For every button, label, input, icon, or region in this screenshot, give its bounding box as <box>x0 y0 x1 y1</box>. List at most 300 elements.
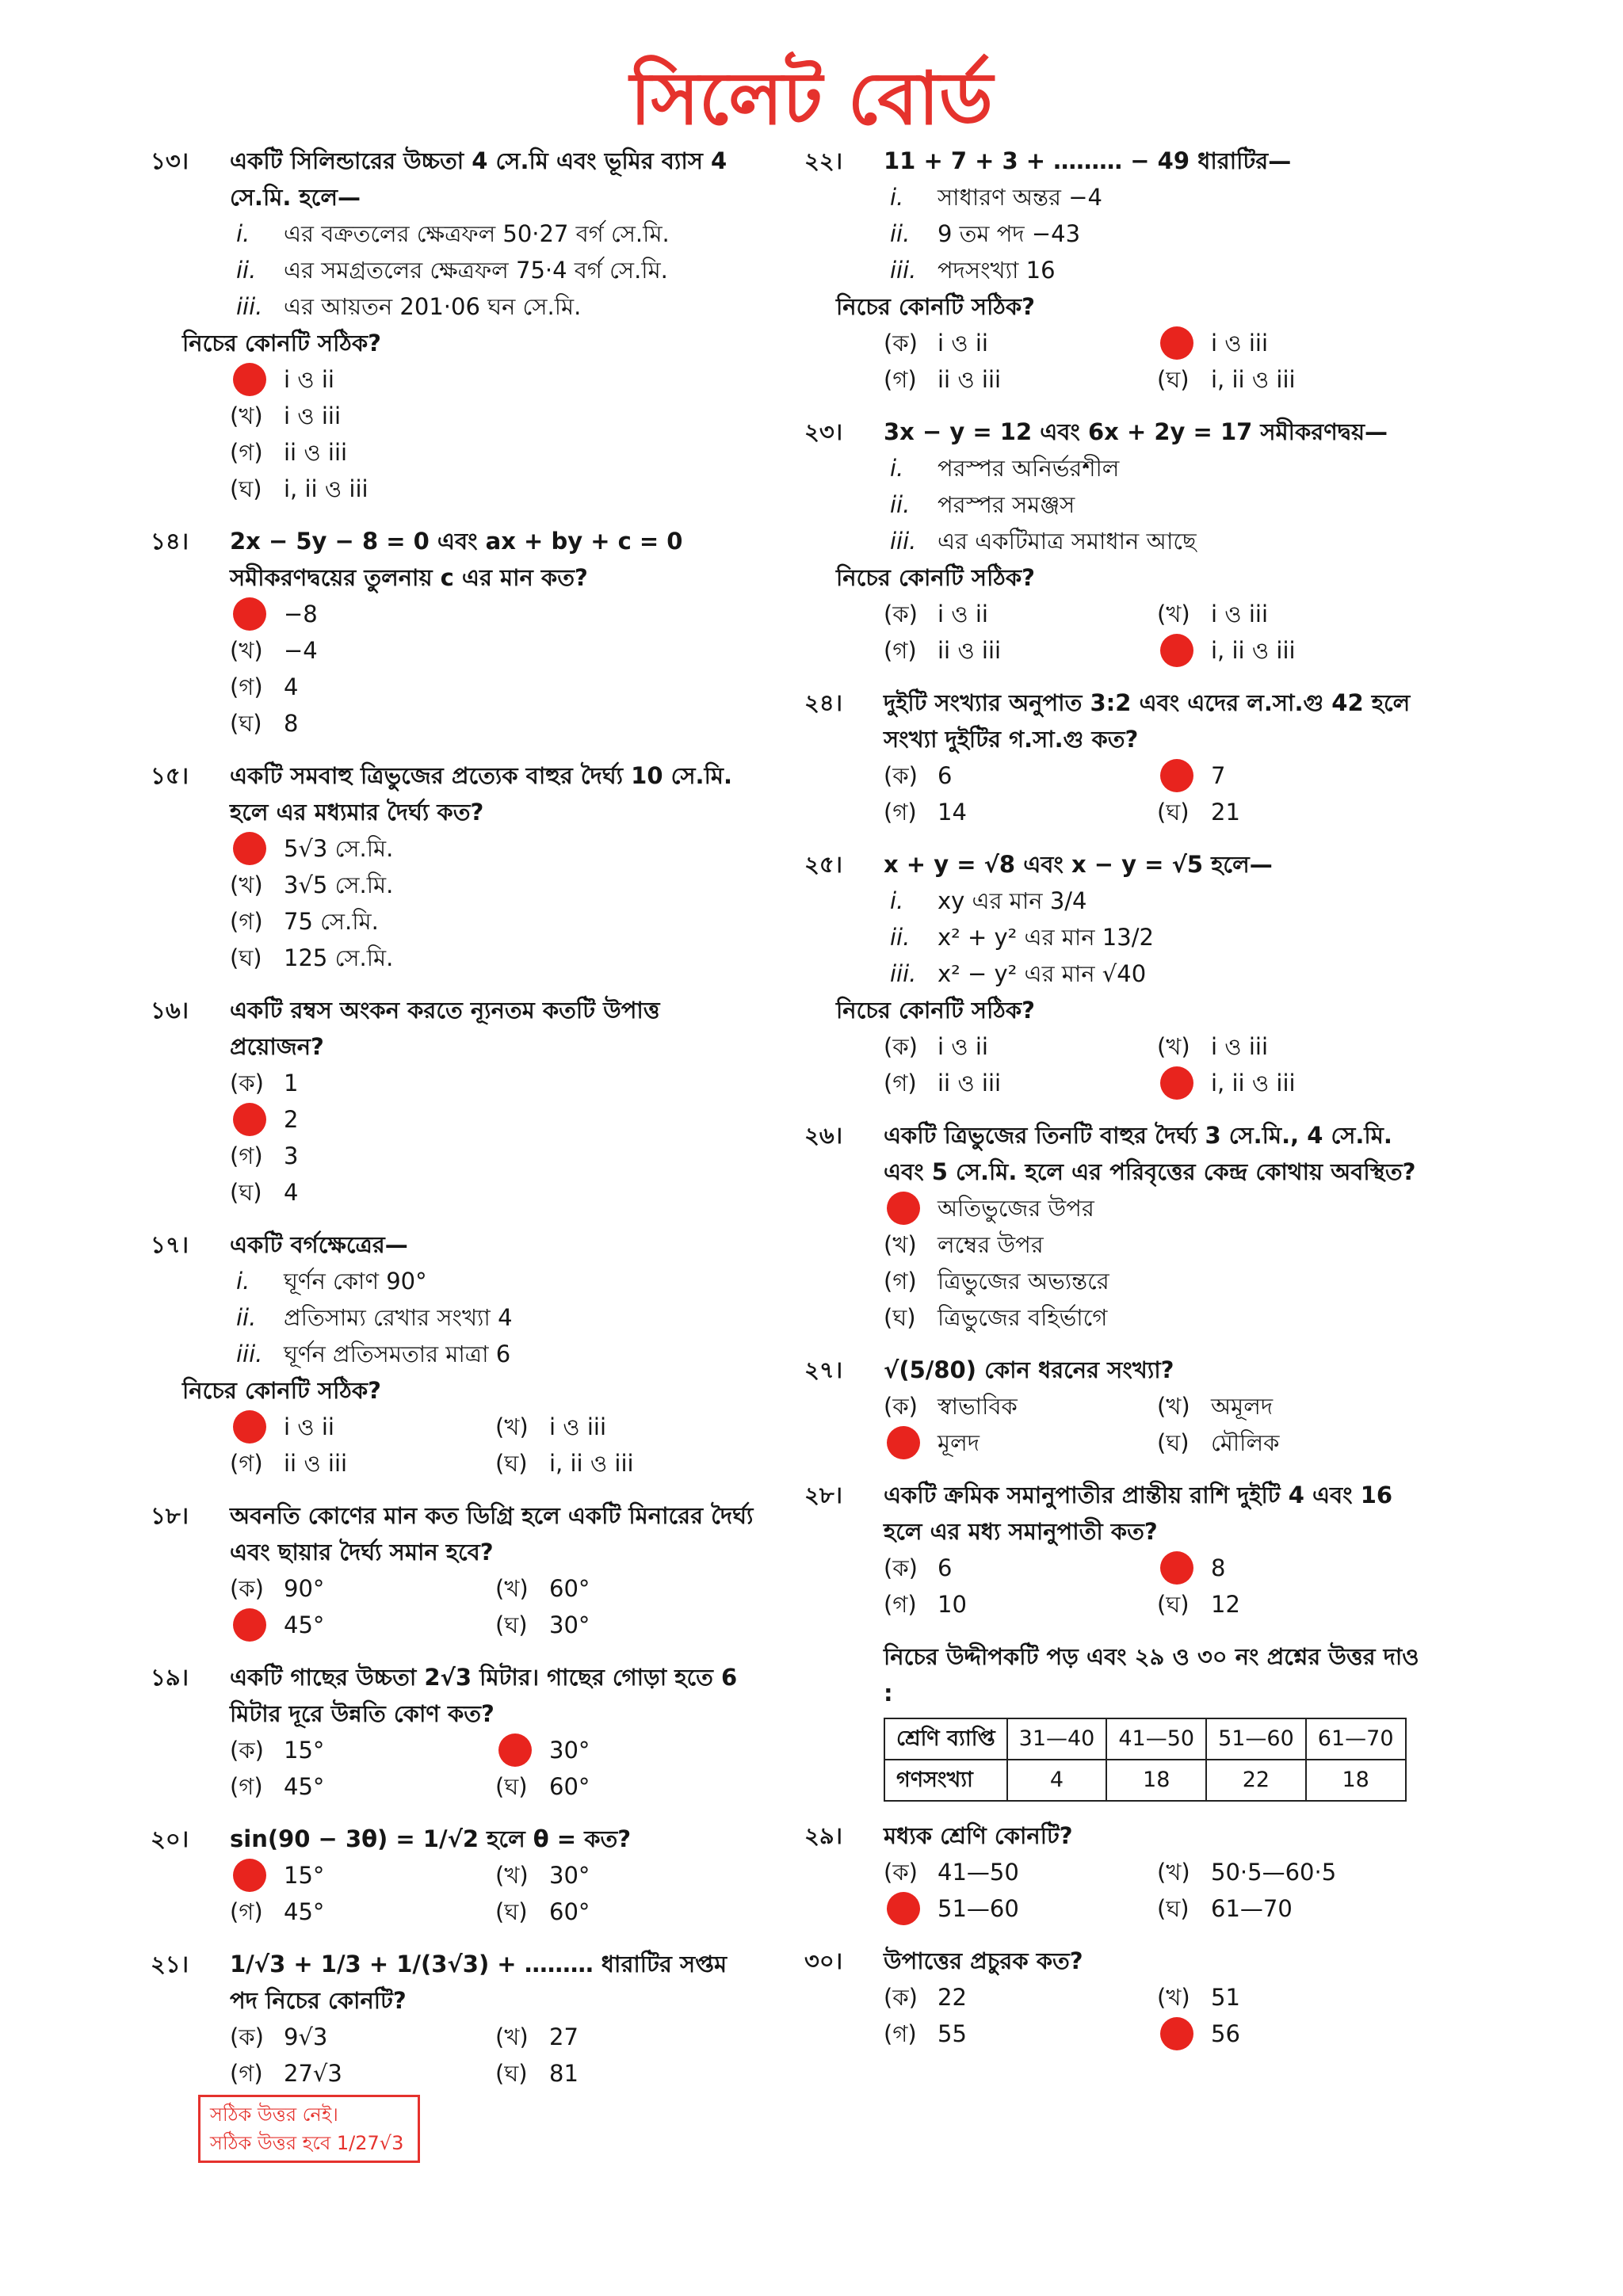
option-label: (খ) <box>495 1413 529 1440</box>
option-text: i ও ii <box>938 1033 988 1060</box>
option-text: ii ও iii <box>938 366 1002 393</box>
question-stem: একটি গাছের উচ্চতা 2√3 মিটার। গাছের গোড়া হতে 6 মিটার দূরে উন্নতি কোণ কত? <box>230 1664 738 1727</box>
right-column <box>804 143 1430 2068</box>
statement-text: পরস্পর সমঞ্জস <box>938 491 1075 518</box>
statement-row <box>230 1336 761 1372</box>
answer-option <box>1157 1890 1430 1927</box>
option-text: 41—50 <box>938 1859 1019 1886</box>
option-label: (গ) <box>884 2020 917 2047</box>
correct-answer-marker <box>887 1892 920 1925</box>
question-number: ২৪। <box>804 689 843 716</box>
option-text: 8 <box>284 710 299 737</box>
question-number: ২৭। <box>804 1356 843 1383</box>
option-text: 6 <box>938 762 953 789</box>
correct-answer-marker <box>233 1103 266 1136</box>
option-text: ii ও iii <box>284 1450 348 1477</box>
question-stem: উপাত্তের প্রচুরক কত? <box>884 1947 1083 1974</box>
option-text: i ও iii <box>549 1413 607 1440</box>
correct-answer-marker <box>233 597 266 631</box>
option-text: 56 <box>1211 2020 1240 2047</box>
option-label: (গ) <box>884 799 917 826</box>
table-cell: 51—60 <box>1206 1718 1306 1760</box>
correct-answer-marker <box>887 1192 920 1225</box>
question-item <box>151 757 761 976</box>
correct-answer-marker <box>233 1410 266 1444</box>
answer-option <box>884 632 1157 669</box>
option-label: (গ) <box>884 1070 917 1097</box>
option-text: i ও iii <box>1211 330 1269 357</box>
answer-option <box>495 1570 761 1607</box>
option-label: (গ) <box>230 1898 263 1925</box>
question-item <box>804 1817 1430 1927</box>
question-stem: একটি ত্রিভুজের তিনটি বাহুর দৈর্ঘ্য 3 সে.মি., 4 সে.মি. এবং 5 সে.মি. হলে এর পরিবৃত্তের কেন্দ্র কোথায় অবস্থিত? <box>884 1122 1416 1185</box>
question-stem: মধ্যক শ্রেণি কোনটি? <box>884 1822 1073 1849</box>
statement-numeral: iii. <box>236 293 263 320</box>
correct-answer-marker <box>1160 759 1193 792</box>
option-text: 9√3 <box>284 2023 328 2050</box>
options-grid <box>230 1065 761 1211</box>
option-text: 61—70 <box>1211 1895 1293 1922</box>
answer-option <box>1157 1586 1430 1623</box>
option-text: 27 <box>549 2023 579 2050</box>
option-label: (গ) <box>230 1142 263 1169</box>
question-item <box>804 685 1430 830</box>
question-number: ২৮। <box>804 1482 843 1508</box>
statement-numeral: ii. <box>890 220 911 247</box>
left-column <box>151 143 761 2179</box>
answer-option <box>1157 2016 1430 2052</box>
question-stem: 2x − 5y − 8 = 0 এবং ax + by + c = 0 সমীকরণদ্বয়ের তুলনায় c এর মান কত? <box>230 528 683 591</box>
correct-answer-marker <box>1160 1066 1193 1100</box>
option-text: 4 <box>284 1179 299 1206</box>
option-label: (গ) <box>884 1268 917 1295</box>
answer-option <box>230 2055 495 2092</box>
statement-numeral: i. <box>890 184 904 211</box>
answer-option <box>884 325 1157 361</box>
answer-option <box>884 1065 1157 1101</box>
question-number: ২৬। <box>804 1122 843 1149</box>
answer-option <box>884 1979 1157 2016</box>
option-text: 7 <box>1211 762 1226 789</box>
answer-option <box>230 2019 495 2055</box>
answer-option <box>1157 1065 1430 1101</box>
option-label: (ক) <box>230 1737 264 1764</box>
answer-option <box>230 1065 761 1101</box>
statement-text: ঘূর্ণন প্রতিসমতার মাত্রা 6 <box>284 1341 511 1367</box>
statement-text: পদসংখ্যা 16 <box>938 257 1056 284</box>
answer-option <box>495 1857 761 1894</box>
answer-option <box>1157 794 1430 830</box>
question-stem: একটি ক্রমিক সমানুপাতীর প্রান্তীয় রাশি দুইটি 4 এবং 16 হলে এর মধ্য সমানুপাতী কত? <box>884 1482 1393 1545</box>
options-grid <box>230 361 761 507</box>
option-label: (ঘ) <box>230 944 262 971</box>
option-text: অতিভুজের উপর <box>938 1195 1094 1222</box>
answer-option <box>1157 596 1430 632</box>
statement-numeral: i. <box>890 887 904 914</box>
option-text: 14 <box>938 799 967 826</box>
option-text: 125 সে.মি. <box>284 944 394 971</box>
options-grid <box>230 1857 761 1930</box>
option-text: ত্রিভুজের বহির্ভাগে <box>938 1304 1108 1331</box>
answer-option <box>884 1550 1157 1586</box>
statement-row <box>884 450 1430 486</box>
correct-answer-marker <box>233 832 266 865</box>
options-grid <box>230 1570 761 1643</box>
answer-option <box>1157 1854 1430 1890</box>
options-grid <box>884 596 1430 669</box>
option-label: (ক) <box>230 1575 264 1602</box>
answer-option <box>1157 632 1430 669</box>
question-stem: 3x − y = 12 এবং 6x + 2y = 17 সমীকরণদ্বয়— <box>884 418 1388 445</box>
option-text: 30° <box>549 1737 590 1764</box>
option-text: লম্বের উপর <box>938 1231 1044 1258</box>
answer-option <box>1157 1425 1430 1461</box>
question-item <box>151 1821 761 1930</box>
option-text: i ও iii <box>284 402 342 429</box>
option-text: 3 <box>284 1142 299 1169</box>
answer-option <box>230 471 761 507</box>
answer-option <box>495 1409 761 1445</box>
table-cell: 18 <box>1106 1760 1206 1801</box>
option-label: (ক) <box>884 601 918 627</box>
answer-option <box>884 1425 1157 1461</box>
answer-option <box>884 1299 1430 1336</box>
option-label: (ক) <box>230 2023 264 2050</box>
option-text: 4 <box>284 673 299 700</box>
option-text: 6 <box>938 1554 953 1581</box>
question-item <box>151 992 761 1211</box>
statement-numeral: iii. <box>890 528 917 555</box>
statement-text: প্রতিসাম্য রেখার সংখ্যা 4 <box>284 1304 513 1331</box>
statement-text: এর বক্রতলের ক্ষেত্রফল 50·27 বর্গ সে.মি. <box>284 220 670 247</box>
option-text: 12 <box>1211 1591 1240 1618</box>
statement-numeral: iii. <box>236 1341 263 1367</box>
option-text: 51—60 <box>938 1895 1019 1922</box>
statement-row <box>230 1263 761 1299</box>
table-cell: 41—50 <box>1106 1718 1206 1760</box>
option-text: 60° <box>549 1898 590 1925</box>
answer-option <box>884 361 1157 398</box>
correct-answer-marker <box>1160 634 1193 667</box>
option-label: (খ) <box>1157 1984 1190 2011</box>
option-text: −8 <box>284 601 318 627</box>
answer-option <box>884 1028 1157 1065</box>
option-text: মৌলিক <box>1211 1429 1280 1456</box>
option-text: 21 <box>1211 799 1240 826</box>
question-item <box>151 1497 761 1643</box>
statement-row <box>884 955 1430 992</box>
option-text: ii ও iii <box>938 637 1002 664</box>
answer-option <box>230 1857 495 1894</box>
option-label: (খ) <box>884 1231 917 1258</box>
correct-answer-marker <box>233 1608 266 1642</box>
option-label: (গ) <box>884 366 917 393</box>
option-label: (ক) <box>884 1859 918 1886</box>
option-label: (ক) <box>884 1554 918 1581</box>
answer-option <box>230 361 761 398</box>
option-text: 10 <box>938 1591 967 1618</box>
question-prompt: নিচের কোনটি সঠিক? <box>836 293 1035 320</box>
answer-option <box>1157 757 1430 794</box>
option-label: (ক) <box>884 1984 918 2011</box>
answer-option <box>1157 1979 1430 2016</box>
option-label: (ক) <box>884 330 918 357</box>
question-stem: অবনতি কোণের মান কত ডিগ্রি হলে একটি মিনারের দৈর্ঘ্য এবং ছায়ার দৈর্ঘ্য সমান হবে? <box>230 1502 754 1566</box>
option-label: (গ) <box>230 908 263 935</box>
option-text: ii ও iii <box>938 1070 1002 1097</box>
options-grid <box>884 757 1430 830</box>
statement-numeral: ii. <box>890 491 911 518</box>
table-row <box>884 1718 1406 1760</box>
options-grid <box>230 2019 761 2092</box>
page-title: সিলেট বোর্ড <box>630 56 993 141</box>
answer-option <box>230 1409 495 1445</box>
table-row <box>884 1760 1406 1801</box>
option-text: 60° <box>549 1773 590 1800</box>
option-text: i, ii ও iii <box>284 475 369 502</box>
option-label: (গ) <box>230 1773 263 1800</box>
option-text: 5√3 সে.মি. <box>284 835 394 862</box>
option-label: (ঘ) <box>230 1179 262 1206</box>
statement-row <box>884 179 1430 215</box>
option-text: i, ii ও iii <box>1211 1070 1296 1097</box>
option-text: 8 <box>1211 1554 1226 1581</box>
option-text: 3√5 সে.মি. <box>284 871 394 898</box>
statement-text: ঘূর্ণন কোণ 90° <box>284 1268 427 1295</box>
answer-option <box>884 757 1157 794</box>
correct-answer-marker <box>233 363 266 396</box>
statement-numeral: iii. <box>890 257 917 284</box>
statement-numeral: i. <box>236 1268 250 1295</box>
answer-option <box>884 2016 1157 2052</box>
answer-option <box>230 1768 495 1805</box>
answer-option <box>495 1607 761 1643</box>
option-text: 22 <box>938 1984 967 2011</box>
answer-option <box>495 1732 761 1768</box>
question-stem: sin(90 − 3θ) = 1/√2 হলে θ = কত? <box>230 1825 632 1852</box>
answer-option <box>230 434 761 471</box>
option-label: (ঘ) <box>1157 1895 1190 1922</box>
statement-text: এর সমগ্রতলের ক্ষেত্রফল 75·4 বর্গ সে.মি. <box>284 257 668 284</box>
answer-option <box>230 1445 495 1482</box>
statement-text: এর আয়তন 201·06 ঘন সে.মি. <box>284 293 582 320</box>
option-label: (খ) <box>495 2023 529 2050</box>
question-number: ৩০। <box>804 1947 843 1974</box>
options-grid <box>230 830 761 976</box>
question-number: ২১। <box>151 1951 189 1978</box>
answer-option <box>230 632 761 669</box>
question-prompt: নিচের কোনটি সঠিক? <box>182 1377 381 1404</box>
option-label: (গ) <box>230 2060 263 2087</box>
option-label: (ক) <box>884 762 918 789</box>
option-text: 51 <box>1211 1984 1240 2011</box>
option-text: 45° <box>284 1773 325 1800</box>
options-grid <box>884 325 1430 398</box>
correct-answer-marker <box>887 1426 920 1459</box>
options-grid <box>884 1550 1430 1623</box>
option-label: (খ) <box>1157 1393 1190 1420</box>
statement-text: সাধারণ অন্তর −4 <box>938 184 1102 211</box>
answer-option <box>495 2055 761 2092</box>
statement-numeral: ii. <box>236 257 257 284</box>
option-label: (ঘ) <box>230 475 262 502</box>
option-label: (খ) <box>230 871 263 898</box>
question-item <box>804 414 1430 669</box>
question-stem: দুইটি সংখ্যার অনুপাত 3:2 এবং এদের ল.সা.গু 42 হলে সংখ্যা দুইটির গ.সা.গু কত? <box>884 689 1411 753</box>
option-label: (খ) <box>230 637 263 664</box>
option-label: (ঘ) <box>495 1898 528 1925</box>
question-item <box>151 1946 761 2163</box>
option-text: i, ii ও iii <box>549 1450 634 1477</box>
statement-row <box>884 883 1430 919</box>
answer-option <box>230 669 761 705</box>
option-label: (খ) <box>1157 601 1190 627</box>
statement-numeral: ii. <box>890 924 911 951</box>
option-text: i ও ii <box>938 330 988 357</box>
answer-option <box>230 596 761 632</box>
answer-option <box>230 1101 761 1138</box>
frequency-table <box>884 1718 1407 1802</box>
option-label: (গ) <box>230 673 263 700</box>
question-stem: একটি সিলিন্ডারের উচ্চতা 4 সে.মি এবং ভূমির ব্যাস 4 সে.মি. হলে— <box>230 147 727 211</box>
options-grid <box>884 1979 1430 2052</box>
option-label: (ঘ) <box>495 1450 528 1477</box>
option-text: 2 <box>284 1106 299 1133</box>
stimulus-block <box>804 1638 1430 1802</box>
question-number: ১৬। <box>151 997 189 1024</box>
option-text: i ও ii <box>284 366 334 393</box>
statement-text: x² + y² এর মান 13/2 <box>938 924 1154 951</box>
question-number: ১৪। <box>151 528 189 555</box>
option-label: (ক) <box>884 1393 918 1420</box>
answer-option <box>230 705 761 742</box>
statement-row <box>230 288 761 325</box>
question-stem: একটি সমবাহু ত্রিভুজের প্রত্যেক বাহুর দৈর্ঘ্য 10 সে.মি. হলে এর মধ্যমার দৈর্ঘ্য কত? <box>230 762 732 826</box>
question-prompt: নিচের কোনটি সঠিক? <box>836 997 1035 1024</box>
option-text: i ও iii <box>1211 601 1269 627</box>
question-stem: একটি বর্গক্ষেত্রের— <box>230 1231 408 1258</box>
question-stem: 1/√3 + 1/3 + 1/(3√3) + ……… ধারাটির সপ্তম পদ নিচের কোনটি? <box>230 1951 727 2014</box>
question-number: ২৩। <box>804 418 843 445</box>
question-item <box>151 143 761 507</box>
statement-text: 9 তম পদ −43 <box>938 220 1081 247</box>
question-number: ২৫। <box>804 851 843 878</box>
statement-row <box>884 215 1430 252</box>
statement-text: xy এর মান 3/4 <box>938 887 1087 914</box>
answer-option <box>230 1607 495 1643</box>
question-item <box>151 1226 761 1482</box>
correct-answer-marker <box>1160 2017 1193 2050</box>
statement-row <box>884 919 1430 955</box>
option-text: স্বাভাবিক <box>938 1393 1018 1420</box>
option-text: 45° <box>284 1898 325 1925</box>
answer-option <box>884 1890 1157 1927</box>
answer-option <box>884 794 1157 830</box>
options-grid <box>230 1409 761 1482</box>
answer-option <box>495 1445 761 1482</box>
option-label: (গ) <box>884 637 917 664</box>
question-number: ১৯। <box>151 1664 189 1691</box>
option-text: i ও iii <box>1211 1033 1269 1060</box>
answer-option <box>884 1854 1157 1890</box>
option-label: (খ) <box>1157 1033 1190 1060</box>
statement-numeral: iii. <box>890 960 917 987</box>
table-cell: শ্রেণি ব্যাপ্তি <box>884 1718 1007 1760</box>
question-item <box>804 1943 1430 2052</box>
options-grid <box>884 1854 1430 1927</box>
statement-row <box>230 1299 761 1336</box>
statement-text: এর একটিমাত্র সমাধান আছে <box>938 528 1197 555</box>
question-number: ২৯। <box>804 1822 843 1849</box>
statement-numeral: i. <box>890 455 904 482</box>
correct-answer-marker <box>498 1733 532 1767</box>
stimulus-text: নিচের উদ্দীপকটি পড় এবং ২৯ ও ৩০ নং প্রশ্নের উত্তর দাও : <box>884 1643 1419 1707</box>
answer-option <box>495 1894 761 1930</box>
question-stem: 11 + 7 + 3 + ……… − 49 ধারাটির— <box>884 147 1292 174</box>
table-cell: 4 <box>1007 1760 1107 1801</box>
option-text: 75 সে.মি. <box>284 908 379 935</box>
answer-option <box>230 940 761 976</box>
question-stem: √(5/80) কোন ধরনের সংখ্যা? <box>884 1356 1174 1383</box>
option-text: i ও ii <box>938 601 988 627</box>
option-text: মূলদ <box>938 1429 980 1456</box>
question-number: ২০। <box>151 1825 189 1852</box>
option-text: অমূলদ <box>1211 1393 1274 1420</box>
correction-note-line: সঠিক উত্তর নেই। <box>210 2103 338 2126</box>
option-text: 15° <box>284 1862 325 1889</box>
question-item <box>804 1117 1430 1336</box>
correct-answer-marker <box>233 1859 266 1892</box>
answer-option <box>230 1174 761 1211</box>
question-stem: একটি রম্বস অংকন করতে ন্যূনতম কতটি উপাত্ত প্রয়োজন? <box>230 997 660 1060</box>
option-text: 30° <box>549 1862 590 1889</box>
statement-row <box>884 523 1430 559</box>
answer-option <box>1157 1550 1430 1586</box>
options-grid <box>884 1028 1430 1101</box>
option-text: i ও ii <box>284 1413 334 1440</box>
option-label: (খ) <box>1157 1859 1190 1886</box>
option-label: (ঘ) <box>495 2060 528 2087</box>
correction-note <box>198 2095 420 2163</box>
option-label: (ঘ) <box>495 1773 528 1800</box>
option-label: (ক) <box>884 1033 918 1060</box>
answer-option <box>884 1226 1430 1263</box>
options-grid <box>230 596 761 742</box>
question-number: ২২। <box>804 147 843 174</box>
answer-option <box>1157 361 1430 398</box>
statement-row <box>884 252 1430 288</box>
answer-option <box>1157 325 1430 361</box>
answer-option <box>230 1138 761 1174</box>
option-label: (ক) <box>230 1070 264 1097</box>
question-item <box>804 1477 1430 1623</box>
answer-option <box>495 2019 761 2055</box>
statement-numeral: i. <box>236 220 250 247</box>
option-label: (ঘ) <box>1157 1591 1190 1618</box>
correction-note-line: সঠিক উত্তর হবে 1/27√3 <box>210 2132 404 2154</box>
question-number: ১৩। <box>151 147 189 174</box>
correct-answer-marker <box>1160 326 1193 360</box>
table-cell: 31—40 <box>1007 1718 1107 1760</box>
answer-option <box>230 903 761 940</box>
options-grid <box>884 1388 1430 1461</box>
option-text: 90° <box>284 1575 325 1602</box>
statement-numeral: ii. <box>236 1304 257 1331</box>
question-stem: x + y = √8 এবং x − y = √5 হলে— <box>884 851 1273 878</box>
answer-option <box>230 830 761 867</box>
correct-answer-marker <box>1160 1551 1193 1585</box>
question-number: ১৮। <box>151 1502 189 1529</box>
